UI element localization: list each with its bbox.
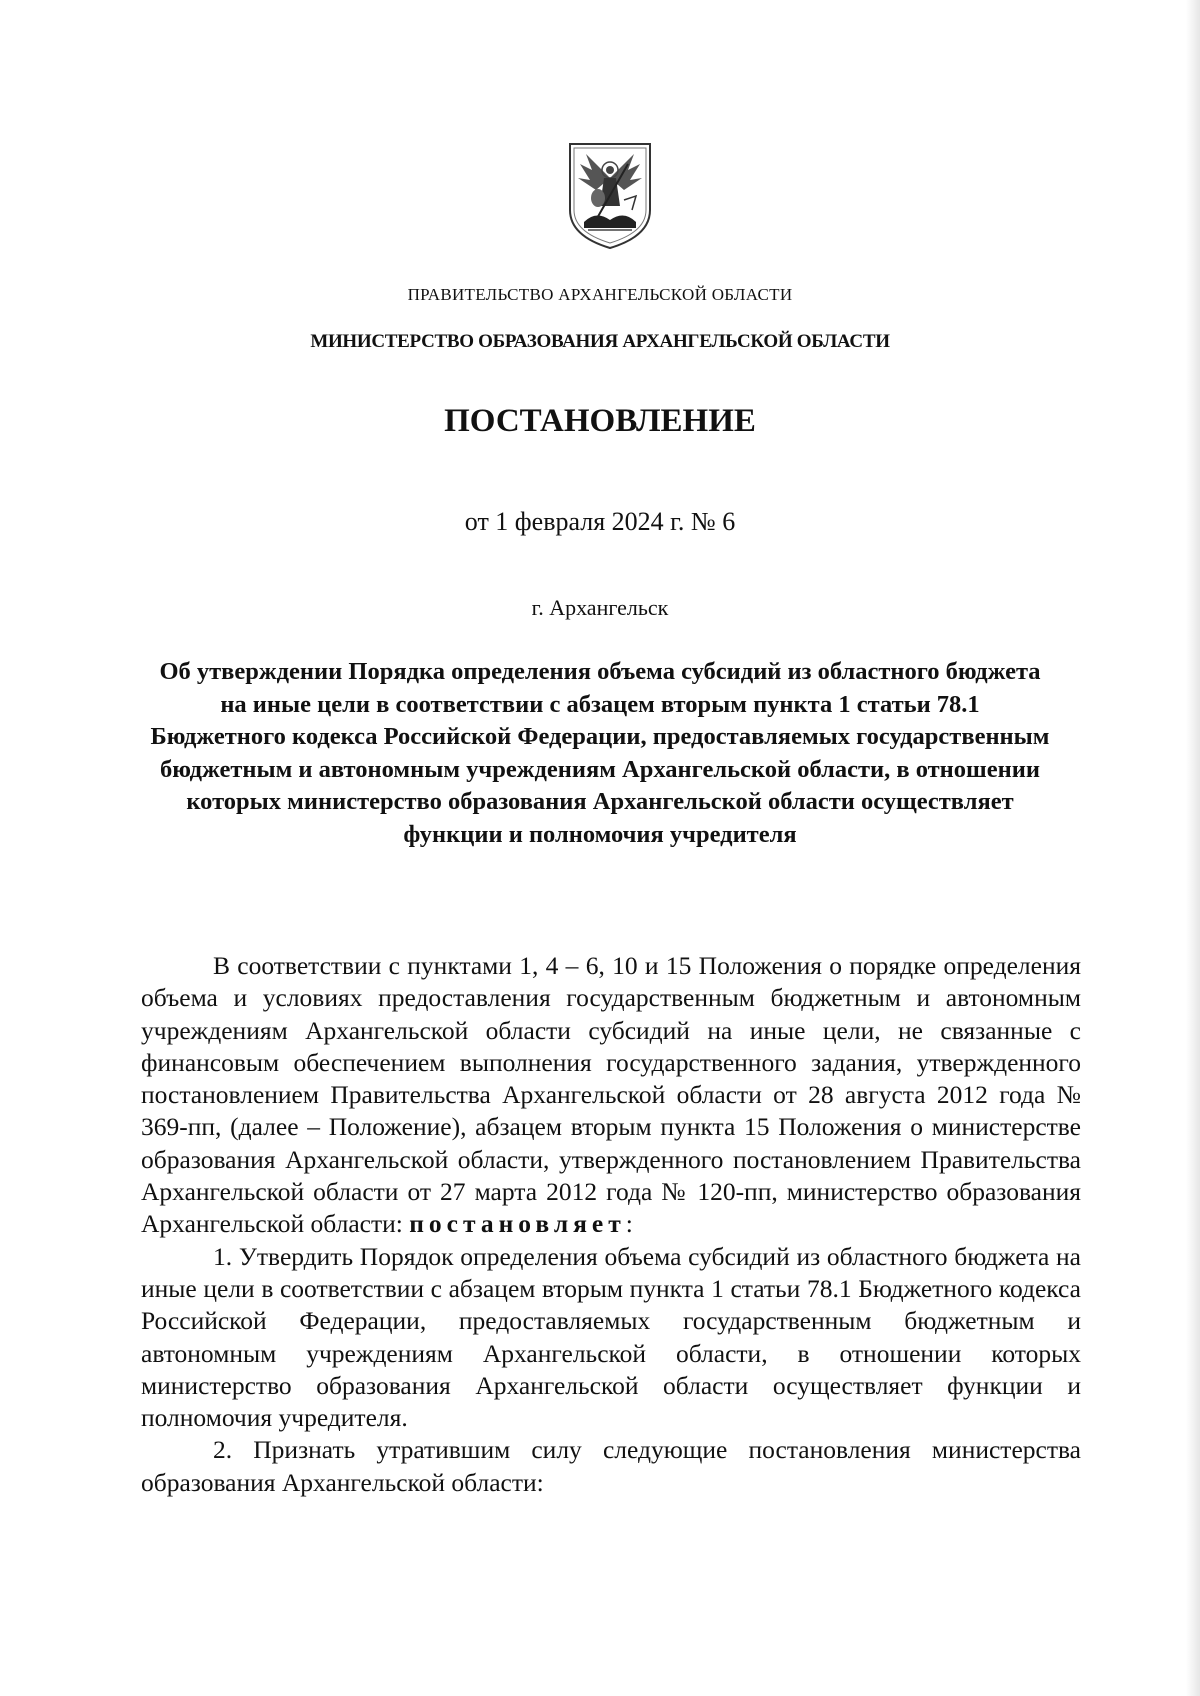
item-1-paragraph: 1. Утвердить Порядок определения объема субсидий из областного бюджета на иные цели в соответствии с абзацем вторым пункта 1 статьи 78.1 Бюджетного кодекса Российской Федерации, предоставляемых государственным бюджетным и автономным учреждениям Архангельской области, в отношении которых министерство образования Архангельской области осуществляет функции и полномочия учредителя. <box>141 1241 1081 1433</box>
page-edge-shadow <box>1186 0 1200 1696</box>
document-city: г. Архангельск <box>531 595 669 620</box>
document-date-number: от 1 февраля 2024 г. № 6 <box>464 507 736 536</box>
item-2-paragraph: 2. Признать утратившим силу следующие постановления министерства образования Архангельской области: <box>141 1435 1081 1497</box>
preamble-text: В соответствии с пунктами 1, 4 – 6, 10 и 15 Положения о порядке определения объема и условиях предоставления государственным бюджетным и автономным учреждениям Архангельской области субсидий на иные цели, не связанные с финансовым обеспечением выполнения государственного задания, утвержденного постановлением Правительства Архангельской области от 28 августа 2012 года № 369-пп, (далее – Положение), абзацем вторым пункта 15 Положения о министерстве образования Архангельской области, утвержденного постановлением Правительства Архангельской области от 27 марта 2012 года № 120-пп, министерство образования Архангельской области: <box>141 951 1081 1239</box>
government-name: ПРАВИТЕЛЬСТВО АРХАНГЕЛЬСКОЙ ОБЛАСТИ <box>407 285 793 304</box>
preamble-paragraph <box>141 950 1081 1241</box>
document-title: Об утверждении Порядка определения объема субсидий из областного бюджета на иные цели в соответствии с абзацем вторым пункта 1 статьи 78.1 Бюджетного кодекса Российской Федерации, предоставляемых государственным бюджетным и автономным учреждениям Архангельской области, в отношении которых министерство образования Архангельской области осуществляет функции и полномочия учредителя <box>150 658 1050 848</box>
resolves-word: постановляет <box>409 1209 626 1239</box>
ministry-name: МИНИСТЕРСТВО ОБРАЗОВАНИЯ АРХАНГЕЛЬСКОЙ ОБЛАСТИ <box>310 331 890 352</box>
document-type: ПОСТАНОВЛЕНИЕ <box>444 403 756 439</box>
archangel-coat-of-arms-icon <box>566 140 654 250</box>
document-body <box>141 950 1081 1499</box>
resolves-colon: : <box>625 1209 633 1239</box>
